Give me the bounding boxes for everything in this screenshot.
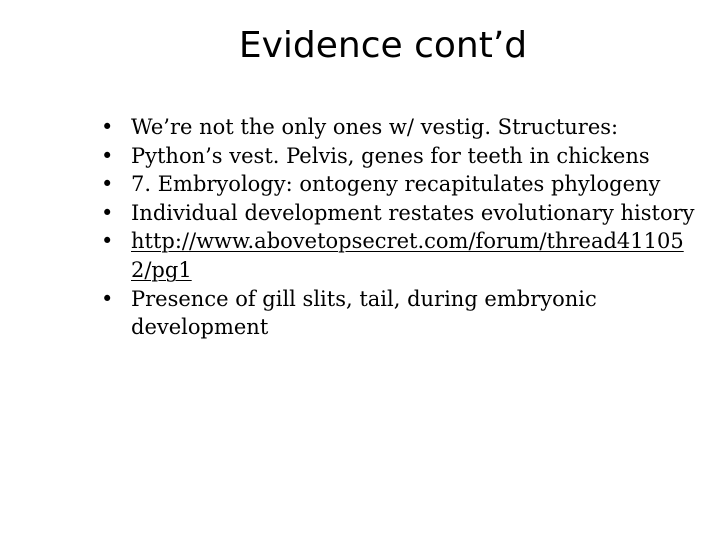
bullet-text: We’re not the only ones w/ vestig. Structures: [131, 115, 619, 139]
bullet-item [101, 142, 701, 171]
bullet-text: Individual development restates evolutionary history [131, 200, 695, 225]
reference-link[interactable]: http://www.abovetopsecret.com/forum/thread411052/pg1 [131, 229, 684, 282]
bullet-icon: • [101, 200, 114, 225]
bullet-icon: • [101, 143, 114, 168]
bullet-icon: • [101, 172, 114, 197]
bullet-item [101, 170, 701, 199]
bullet-text: Python’s vest. Pelvis, genes for teeth in chickens [131, 143, 650, 168]
bullet-icon: • [101, 115, 114, 139]
bullet-item [101, 285, 701, 342]
slide-title: Evidence cont’d [238, 25, 528, 66]
bullet-text: 7. Embryology: ontogeny recapitulates phylogeny [131, 172, 661, 197]
bullet-item [101, 113, 701, 142]
bullet-item [101, 199, 701, 228]
bullet-icon: • [101, 229, 114, 254]
bullet-item [101, 227, 701, 284]
bullet-text: Presence of gill slits, tail, during embryonic development [131, 286, 597, 340]
bullet-list [101, 113, 701, 342]
bullet-icon: • [101, 286, 114, 311]
